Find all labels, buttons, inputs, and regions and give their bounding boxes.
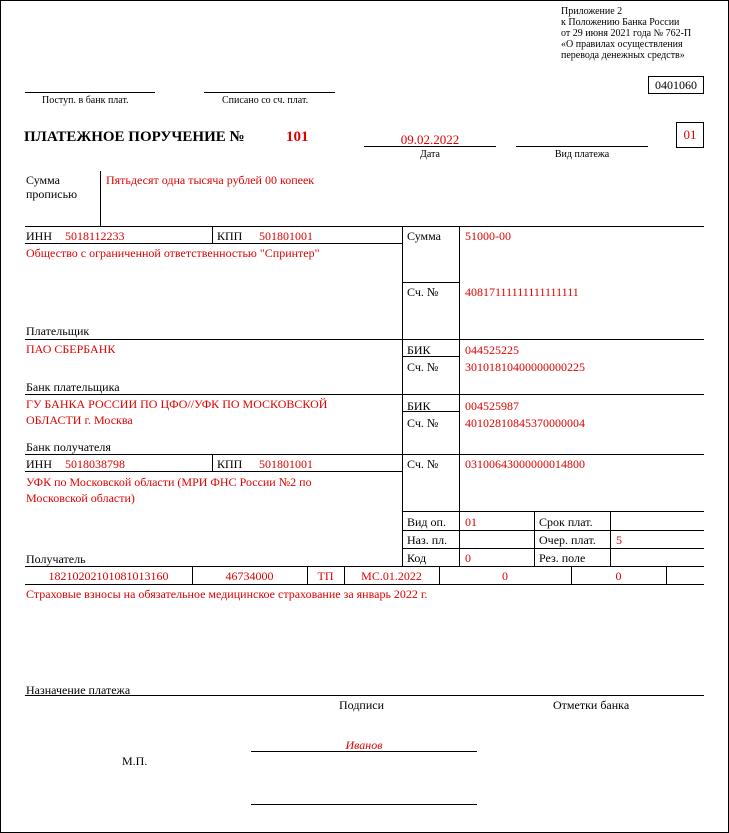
purpose-line (25, 695, 704, 696)
payee-bank-account: 40102810845370000004 (465, 416, 585, 430)
tax-period: МС.01.2022 (361, 569, 422, 583)
debited-label: Списано со сч. плат. (222, 95, 309, 106)
payer-name: Общество с ограниченной ответственностью "Спринтер" (26, 246, 320, 260)
tax-doc-number: 0 (502, 569, 508, 583)
term-label: Срок плат. (539, 515, 593, 529)
payer-bik-label: БИК (407, 343, 431, 357)
payee-bik: 004525987 (465, 399, 519, 413)
payment-purpose: Страховые взносы на обязательное медицинское страхование за январь 2022 г. (26, 587, 428, 601)
grid-line (459, 226, 460, 566)
debited-line (204, 92, 335, 93)
grid-line (402, 530, 704, 531)
signature-line-2 (251, 804, 477, 805)
order-date: 09.02.2022 (400, 132, 460, 147)
payee-label: Получатель (26, 552, 86, 566)
op-type-label: Вид оп. (407, 515, 446, 529)
grid-line (402, 511, 704, 512)
grid-line (25, 243, 402, 244)
grid-line (402, 282, 459, 283)
payee-bik-label: БИК (407, 399, 431, 413)
payee-kpp: 501801001 (259, 457, 313, 471)
payee-bank-label: Банк получателя (26, 440, 111, 454)
grid-line (402, 226, 403, 566)
payee-kpp-label: КПП (217, 457, 243, 471)
grid-line (25, 566, 704, 567)
payment-type-line (516, 146, 648, 147)
payer-account-label: Сч. № (407, 285, 439, 299)
code-value: 0 (465, 551, 471, 565)
received-line (25, 92, 155, 93)
appendix-line-4: «О правилах осуществления (561, 39, 683, 50)
payee-name-2: Московской области) (26, 491, 135, 505)
grid-line (25, 394, 704, 395)
order-value: 5 (616, 533, 622, 547)
appendix-line-5: перевода денежных средств» (561, 50, 685, 61)
payer-inn: 5018112233 (65, 229, 125, 243)
form-title: ПЛАТЕЖНОЕ ПОРУЧЕНИЕ № (24, 129, 245, 145)
payer-bank-account: 30101810400000000225 (465, 360, 585, 374)
grid-line (25, 454, 704, 455)
amount-words-label-2: прописью (26, 187, 78, 201)
tax-kbk: 18210202101081013160 (48, 569, 169, 583)
stamp-label: М.П. (122, 754, 148, 768)
payer-label: Плательщик (26, 324, 90, 338)
tax-doc-date: 0 (615, 569, 622, 583)
grid-line (25, 339, 704, 340)
payer-bank-account-label: Сч. № (407, 360, 439, 374)
payer-bank-name: ПАО СБЕРБАНК (26, 342, 116, 356)
grid-line (534, 511, 535, 566)
grid-line (402, 548, 704, 549)
payee-name-1: УФК по Московской области (МРИ ФНС России №2 по (26, 475, 312, 489)
amount-label: Сумма (407, 229, 441, 243)
signature-text: Иванов (345, 738, 383, 752)
payee-bank-account-label: Сч. № (407, 416, 439, 430)
bank-marks-label: Отметки банка (553, 698, 630, 712)
tax-oktmo: 46734000 (225, 569, 274, 583)
payer-inn-label: ИНН (26, 229, 52, 243)
appendix-line-2: к Положению Банка России (561, 17, 680, 28)
signature-line-1 (251, 751, 477, 752)
tax-basis: ТП (317, 569, 334, 583)
payment-type-label: Вид платежа (554, 149, 610, 160)
appendix-line-1: Приложение 2 (561, 6, 623, 17)
grid-line (212, 454, 213, 471)
op-type: 01 (465, 515, 477, 529)
form-code: 0401060 (648, 76, 704, 94)
appendix-line-3: от 29 июня 2021 года № 762-П (561, 28, 692, 39)
payee-inn: 5018038798 (65, 457, 125, 471)
payer-account: 40817111111111111111 (465, 285, 579, 299)
amount-words-label-1: Сумма (26, 173, 60, 187)
amount-words-divider (100, 171, 101, 226)
payer-bik: 044525225 (465, 343, 519, 357)
grid-line (212, 226, 213, 243)
payee-bank-name-2: ОБЛАСТИ г. Москва (26, 413, 133, 427)
payer-kpp: 501801001 (259, 229, 313, 243)
status-code-box: 01 (676, 122, 704, 148)
code-label: Код (407, 551, 427, 565)
payee-account: 03100643000000014800 (465, 457, 585, 471)
payee-inn-label: ИНН (26, 457, 52, 471)
grid-line (610, 511, 611, 566)
amount-words: Пятьдесят одна тысяча рублей 00 копеек (106, 173, 315, 187)
received-label: Поступ. в банк плат. (42, 95, 129, 106)
purpose-code-label: Наз. пл. (407, 533, 448, 547)
appendix-note (561, 6, 691, 61)
amount-words-label (26, 173, 77, 201)
payer-kpp-label: КПП (217, 229, 243, 243)
amount-value: 51000-00 (465, 229, 511, 243)
order-label: Очер. плат. (539, 533, 596, 547)
order-number: 101 (286, 129, 309, 145)
grid-line (25, 471, 402, 472)
date-line (364, 146, 496, 147)
signatures-label: Подписи (339, 698, 385, 712)
payee-account-label: Сч. № (407, 457, 439, 471)
grid-line (666, 566, 667, 584)
grid-line (25, 584, 704, 585)
grid-line (25, 226, 704, 227)
payee-bank-name-1: ГУ БАНКА РОССИИ ПО ЦФО//УФК ПО МОСКОВСКОЙ (26, 397, 328, 411)
date-label: Дата (420, 149, 440, 160)
purpose-label: Назначение платежа (26, 683, 131, 697)
reserve-label: Рез. поле (539, 551, 586, 565)
payer-bank-label: Банк плательщика (26, 380, 120, 394)
